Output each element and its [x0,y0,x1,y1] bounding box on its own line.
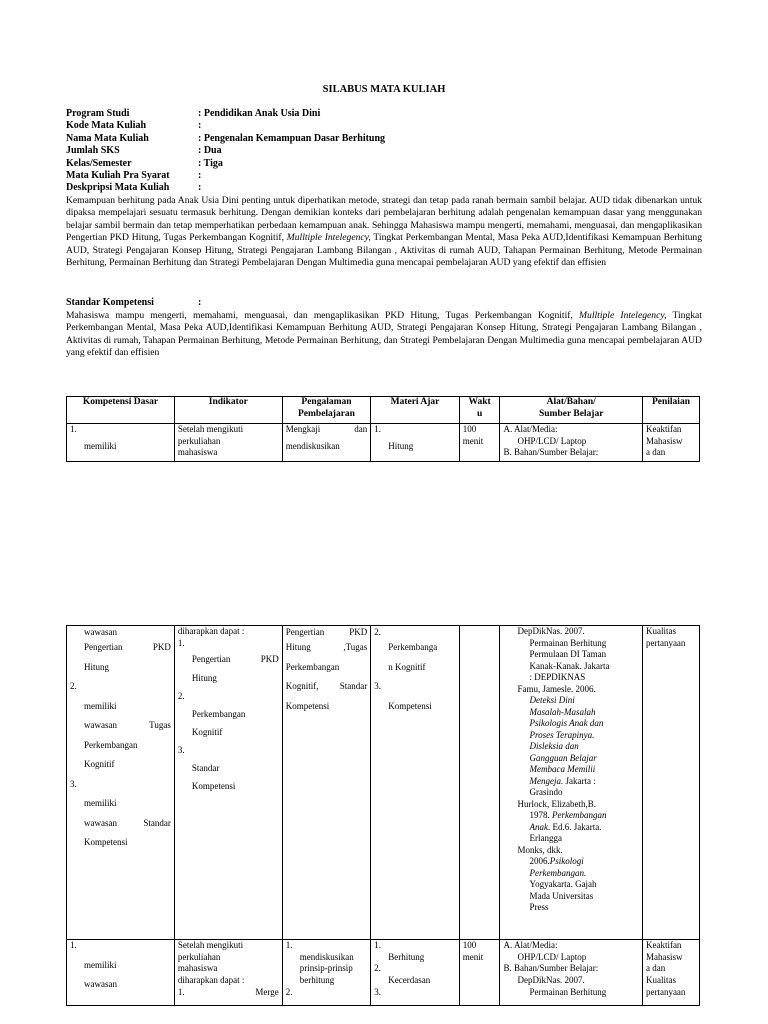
syllabus-table-top [66,396,700,462]
meta-row-nama: Nama Mata Kuliah : Pengenalan Kemampuan Dasar Berhitung [66,132,386,144]
cell-indikator: Setelah mengikuti perkuliahan mahasiswa diharapkan dapat : 1. Merge [174,940,282,1006]
meta-row-deskripsi: Deskpripsi Mata Kuliah : [66,182,202,194]
meta-row-program: Program Studi : Pendidikan Anak Usia Dini [66,108,321,119]
cell-penilaian: Kualitas pertanyaan [642,626,699,940]
cell-materi: 2. Perkembanga n Kognitif 3. Kompetensi [371,626,460,940]
syllabus-table-row2 [66,939,700,1006]
header-waktu: Wakt u [459,397,500,424]
cell-kompetensi: 1. memiliki [67,424,175,462]
cell-kompetensi: wawasan Pengertian PKD Hitung 2. memiliki wawasan Tugas Perkembangan Kognitif 3. memiliki wawasan Standar Kompetensi [67,626,175,940]
cell-waktu: 100 menit [459,940,500,1006]
syllabus-table-continued [66,625,700,940]
table-row [67,424,700,462]
cell-pengalaman: Mengkaji dan mendiskusikan [282,424,371,462]
cell-indikator: diharapkan dapat : 1. Pengertian PKD Hitung 2. Perkembangan Kognitif 3. Standar Kompetensi [174,626,282,940]
cell-waktu: 100 menit [459,424,500,462]
standar-kompetensi-text: Mahasiswa mampu mengerti, memahami, menguasai, dan mengaplikasikan PKD Hitung, Tugas Perkembangan Kognitif, Mulltiple Intelegency, Tingkat Perkembangan Mental, Masa Peka AUD,Identifikasi Kemampuan Berhitung AUD, Strategi Pengajaran Konsep Hitung, Strategi Pengajaran Lambang Bilangan , Aktivitas di rumah, Tahapan Permainan Berhitung, Metode Permainan Berhitung, dan Strategi Pembelajaran Dengan Multimedia guna mencapai pembelajaran AUD yang efektif dan effisien [66,310,702,359]
header-penilaian: Penilaian [642,397,699,424]
meta-row-sks: Jumlah SKS : Dua [66,145,222,157]
cell-pengalaman: Pengertian PKD Hitung ,Tugas Perkembangan Kognitif, Standar Kompetensi [282,626,371,940]
cell-penilaian: Keaktifan Mahasisw a dan [642,424,699,462]
header-pengalaman: Pengalaman Pembelajaran [282,397,371,424]
header-alat-bahan: Alat/Bahan/ Sumber Belajar [500,397,642,424]
cell-penilaian: Keaktifan Mahasisw a dan Kualitas pertanyaan [642,940,699,1006]
cell-kompetensi: 1. memiliki wawasan [67,940,175,1006]
table-row [67,626,700,940]
meta-row-prasyarat: Mata Kuliah Pra Syarat : [66,170,202,182]
cell-pengalaman: 1. mendiskusikan prinsip-prinsip berhitung 2. [282,940,371,1006]
table-header-row [67,397,700,424]
course-meta [66,108,385,195]
meta-row-kelas: Kelas/Semester : Tiga [66,157,223,169]
header-indikator: Indikator [174,397,282,424]
course-description: Kemampuan berhitung pada Anak Usia Dini penting untuk diperhatikan metode, strategi dan tetap pada ranah bermain sambil belajar. AUD tidak dibenarkan untuk dipaksa mempelajari sesuatu termasuk berhitung. Dengan demikian konteks dari pembelajaran berhitung adalah pengenalan kemampuan dasar yang menggunakan belajar sambil bermain dan tetap memperhatikan perbedaan kemampuan anak. Sehingga Mahasiswa mampu mengerti, memahami, menguasai, dan mengaplikasikan Pengertian PKD Hitung, Tugas Perkembangan Kognitif, Mulltiple Intelegency, Tingkat Perkembangan Mental, Masa Peka AUD,Identifikasi Kemampuan Berhitung AUD, Strategi Pengajaran Konsep Hitung, Strategi Pengajaran Lambang Bilangan , Aktivitas di rumah AUD, Tahapan Permainan Berhitung, Metode Permainan Berhitung, Permainan Berhitung dan Strategi Pembelajaran Dengan Multimedia guna mencapai pembelajaran AUD yang efektif dan effisien [66,195,703,269]
cell-alat: DepDikNas. 2007. Permainan Berhitung Permulaan DI Taman Kanak-Kanak. Jakarta : DEPDIKNAS Famu, Jamesle. 2006. Deteksi Dini Masalah-Masalah Psikologis Anak dan Proses Terapinya. Disleksia dan Gangguan Belajar Membaca Memilii Mengeja. Jakarta : Grasindo Hurlock, Elizabeth,B. 1978. Perkembangan Anak. Ed.6. Jakarta. Erlangga Monks, dkk. 2006.Psikologi Perkembangan. Yogyakarta. Gajah Mada Universitas Press [500,626,642,940]
header-materi-ajar: Materi Ajar [371,397,460,424]
cell-materi: 1. Berhitung 2. Kecerdasan 3. [371,940,460,1006]
cell-indikator: Setelah mengikuti perkuliahan mahasiswa [174,424,282,462]
cell-alat: A. Alat/Media: OHP/LCD/ Laptop B. Bahan/Sumber Belajar: DepDikNas. 2007. Permainan Berhitung [500,940,642,1006]
header-kompetensi-dasar: Kompetensi Dasar [67,397,175,424]
table-row [67,940,700,1006]
cell-alat: A. Alat/Media: OHP/LCD/ Laptop B. Bahan/Sumber Belajar: [500,424,642,462]
standar-kompetensi-heading: Standar Kompetensi : [66,297,202,308]
meta-row-kode: Kode Mata Kuliah : [66,120,202,132]
cell-materi: 1. Hitung [371,424,460,462]
cell-waktu [459,626,500,940]
document-title: SILABUS MATA KULIAH [322,84,446,95]
